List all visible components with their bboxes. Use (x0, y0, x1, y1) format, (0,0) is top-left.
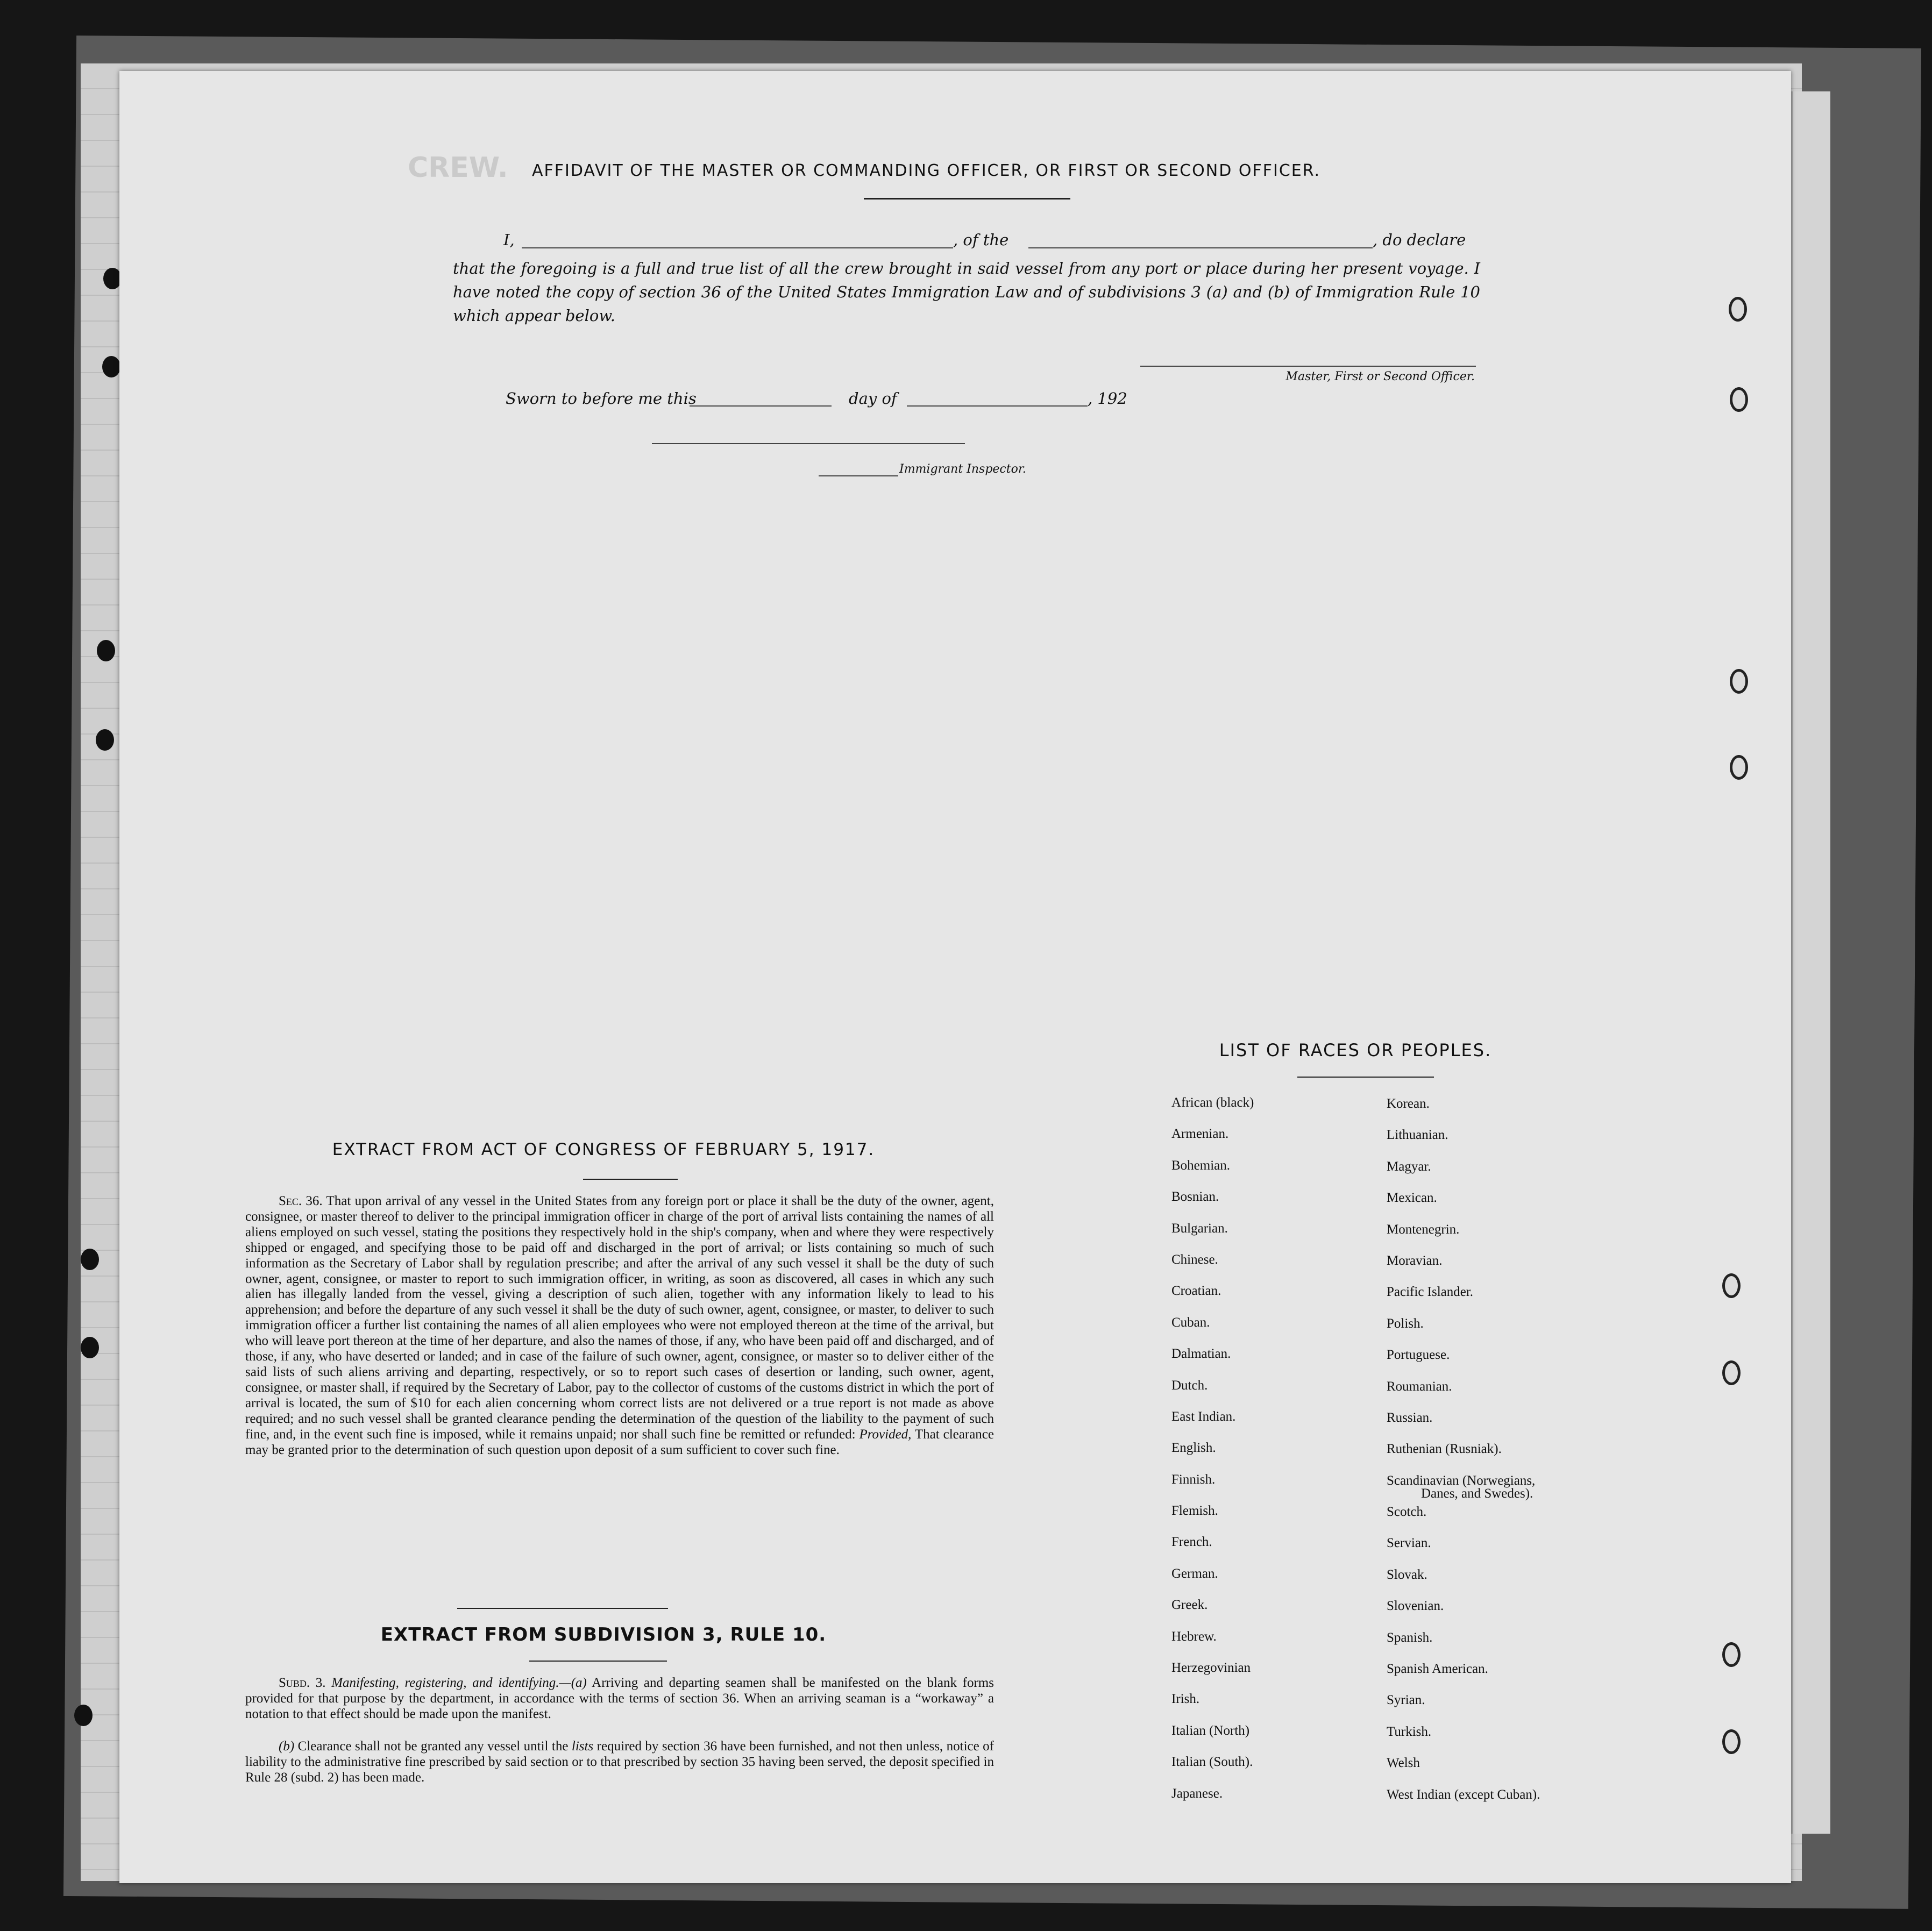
race-item: West Indian (except Cuban). (1387, 1787, 1540, 1802)
race-item: Japanese. (1171, 1786, 1223, 1801)
para-b-lists: lists (571, 1739, 594, 1754)
race-item: Welsh (1387, 1756, 1420, 1771)
race-item: Greek. (1171, 1598, 1208, 1613)
binder-ring (1722, 1642, 1741, 1667)
para-b-text-2: required by section 36 have been furnished, and not then unless, notice of liability to the administrative fine prescribed by said section or to that prescribed by section 35 having been served, the deposit specified in Rule 28 (subd. 2) has been made. (245, 1739, 994, 1785)
race-item: Croatian. (1171, 1284, 1221, 1299)
act-title-underline (583, 1179, 678, 1180)
race-item: African (black) (1171, 1095, 1254, 1110)
title-underline (864, 198, 1070, 199)
races-list-left-column (1171, 1095, 1365, 1817)
affidavit-body: that the foregoing is a full and true list of all the crew brought in said vessel from any port or place during her present voyage. I have noted the copy of section 36 of the United States Immigration Law and of subdivisions 3 (a) and (b) of Immigration Rule 10 which appear below. (453, 259, 1480, 325)
race-item: Bulgarian. (1171, 1221, 1228, 1236)
inspector-signature-line[interactable] (652, 443, 965, 444)
inspector-caption: Immigrant Inspector. (899, 462, 1026, 476)
race-item: East Indian. (1171, 1409, 1236, 1424)
declarant-name-line[interactable] (522, 247, 953, 248)
race-item: Dutch. (1171, 1378, 1208, 1393)
race-item: Italian (North) (1171, 1723, 1250, 1738)
race-item: Syrian. (1387, 1693, 1425, 1708)
races-list-title: LIST OF RACES OR PEOPLES. (1219, 1040, 1492, 1060)
declarant-prefix: I, (503, 231, 515, 249)
punch-hole (102, 356, 120, 377)
section-label: Sec. 36. (279, 1194, 323, 1208)
para-b-label: (b) (279, 1739, 295, 1754)
inspector-short-line (819, 475, 898, 476)
race-item: Slovak. (1387, 1567, 1427, 1582)
race-item: Korean. (1387, 1096, 1430, 1111)
para-a-text: Arriving and departing seamen shall be manifested on the blank forms provided for that purpose by the department, in accordance with the terms of section 36. When an arriving seaman is a “workaway” a notation to that effect should be made upon the manifest. (245, 1676, 994, 1721)
do-declare-label: , do declare (1373, 231, 1466, 249)
binder-ring (1730, 669, 1748, 694)
race-item: Slovenian. (1387, 1599, 1444, 1614)
binder-ring (1722, 1360, 1741, 1385)
race-item: Lithuanian. (1387, 1128, 1448, 1143)
act-extract-title: EXTRACT FROM ACT OF CONGRESS OF FEBRUARY 5, 1917. (332, 1140, 875, 1159)
races-title-underline (1297, 1077, 1434, 1078)
rule-para-a (245, 1676, 994, 1722)
race-item: Spanish. (1387, 1630, 1433, 1645)
page-edge-strip (1791, 91, 1830, 1834)
race-item: Montenegrin. (1387, 1222, 1460, 1237)
bleed-through-text: CREW. (408, 152, 508, 184)
race-item: Scotch. (1387, 1505, 1427, 1520)
race-item: English. (1171, 1441, 1216, 1456)
day-of-label: day of (849, 389, 897, 408)
race-item: Finnish. (1171, 1472, 1216, 1487)
race-item: Armenian. (1171, 1127, 1229, 1142)
sworn-prefix: Sworn to before me this (506, 389, 697, 408)
race-item: Magyar. (1387, 1159, 1431, 1174)
race-item: Turkish. (1387, 1724, 1432, 1739)
race-item: Moravian. (1387, 1253, 1443, 1268)
provided-label: Provided, (859, 1427, 912, 1442)
binder-ring (1730, 755, 1748, 780)
binder-ring (1729, 297, 1747, 322)
rule-para-b (245, 1739, 994, 1786)
race-item: German. (1171, 1566, 1218, 1581)
race-item: Cuban. (1171, 1315, 1210, 1330)
race-item: Mexican. (1387, 1191, 1437, 1206)
race-item: Dalmatian. (1171, 1346, 1231, 1362)
race-scandinavian-continuation: Danes, and Swedes). (1421, 1486, 1533, 1501)
binder-ring (1722, 1273, 1741, 1298)
punch-hole (103, 268, 122, 289)
sworn-month-line[interactable] (907, 405, 1088, 407)
race-item: Bohemian. (1171, 1158, 1231, 1173)
year-label: , 192 (1088, 389, 1127, 408)
races-list-right-column (1387, 1096, 1613, 1818)
act-section-36-text (245, 1194, 994, 1458)
binder-ring (1722, 1729, 1741, 1754)
rule-extract-title: EXTRACT FROM SUBDIVISION 3, RULE 10. (380, 1624, 827, 1645)
punch-hole (81, 1337, 99, 1358)
vessel-name-line[interactable] (1028, 247, 1373, 248)
race-item: Flemish. (1171, 1504, 1218, 1519)
race-item: Roumanian. (1387, 1379, 1452, 1394)
race-item: Bosnian. (1171, 1189, 1219, 1205)
affidavit-sheet (119, 71, 1791, 1883)
race-item: Servian. (1387, 1536, 1431, 1551)
subd-heading: Manifesting, registering, and identifying.—(a) (331, 1676, 587, 1690)
race-item: Hebrew. (1171, 1629, 1217, 1644)
race-item: Italian (South). (1171, 1755, 1253, 1770)
subd-label: Subd. 3. (279, 1676, 326, 1690)
affidavit-title: AFFIDAVIT OF THE MASTER OR COMMANDING OFFICER, OR FIRST OR SECOND OFFICER. (531, 161, 1321, 180)
punch-hole (97, 640, 115, 661)
race-item: French. (1171, 1535, 1212, 1550)
punch-hole (74, 1705, 93, 1726)
race-item: Portuguese. (1387, 1348, 1450, 1363)
race-item: Polish. (1387, 1316, 1424, 1331)
of-the-label: , of the (953, 231, 1009, 249)
provided-text: That clearance may be granted prior to the determination of such question upon deposit of a sum sufficient to cover such fine. (245, 1427, 994, 1457)
race-item: Chinese. (1171, 1252, 1218, 1267)
race-item: Pacific Islander. (1387, 1285, 1474, 1300)
signature-line[interactable] (1140, 366, 1476, 367)
binder-ring (1730, 387, 1748, 412)
race-item: Spanish American. (1387, 1662, 1488, 1677)
race-item: Irish. (1171, 1692, 1200, 1707)
section-36-body: That upon arrival of any vessel in the United States from any foreign port or place it shall be the duty of the owner, agent, consignee, or master thereof to deliver to the principal immigration officer in charge of the port of arrival lists containing the names of all aliens employed on such vessel, stating the positions they respectively hold in the ship's company, when and where they were respectively shipped or engaged, and specifying those to be paid off and discharged in the port of arrival; or lists containing so much of such information as the Secretary of Labor shall by regulation prescribe; and after the arrival of any such vessel it shall be the duty of such owner, agent, consignee, or master to report to such immigration officer, in writing, as soon as discovered, all cases in which any such alien has illegally landed from the vessel, giving a description of such alien, together with any information likely to lead to his apprehension; and before the departure of any such vessel it shall be the duty of such owner, agent, consignee, or master, to deliver to such immigration officer a further list containing the names of all alien employees who were not employed thereon at the time of the arrival, but who will leave port thereon at the time of her departure, and also the names of those, if any, who have been paid off and discharged, and of those, if any, who have deserted or landed; and in case of the failure of such owner, agent, consignee, or master so to deliver either of the said lists of such aliens arriving and departing, respectively, or so to report such cases of desertion or landing, such owner, agent, consignee, or master shall, if required by the Secretary of Labor, pay to the collector of customs of the customs district in which the port of arrival is located, the sum of $10 for each alien concerning whom correct lists are not delivered or a true report is not made as above required; and no such vessel shall be granted clearance pending the determination of the question of the liability to the payment of such fine, and, in the event such fine is imposed, while it remains unpaid; nor shall such fine be remitted or refunded: (245, 1194, 994, 1442)
race-item: Russian. (1387, 1410, 1433, 1425)
race-item: Scandinavian (Norwegians, (1387, 1473, 1536, 1488)
para-b-text-1: Clearance shall not be granted any vessel until the (297, 1739, 569, 1754)
punch-hole (81, 1249, 99, 1270)
race-item: Herzegovinian (1171, 1661, 1251, 1676)
punch-hole (96, 729, 114, 751)
signature-caption: Master, First or Second Officer. (1285, 370, 1475, 383)
rule-title-underline (529, 1661, 667, 1662)
section-divider (457, 1608, 668, 1609)
race-item: Ruthenian (Rusniak). (1387, 1442, 1502, 1457)
sworn-day-line[interactable] (690, 405, 832, 407)
